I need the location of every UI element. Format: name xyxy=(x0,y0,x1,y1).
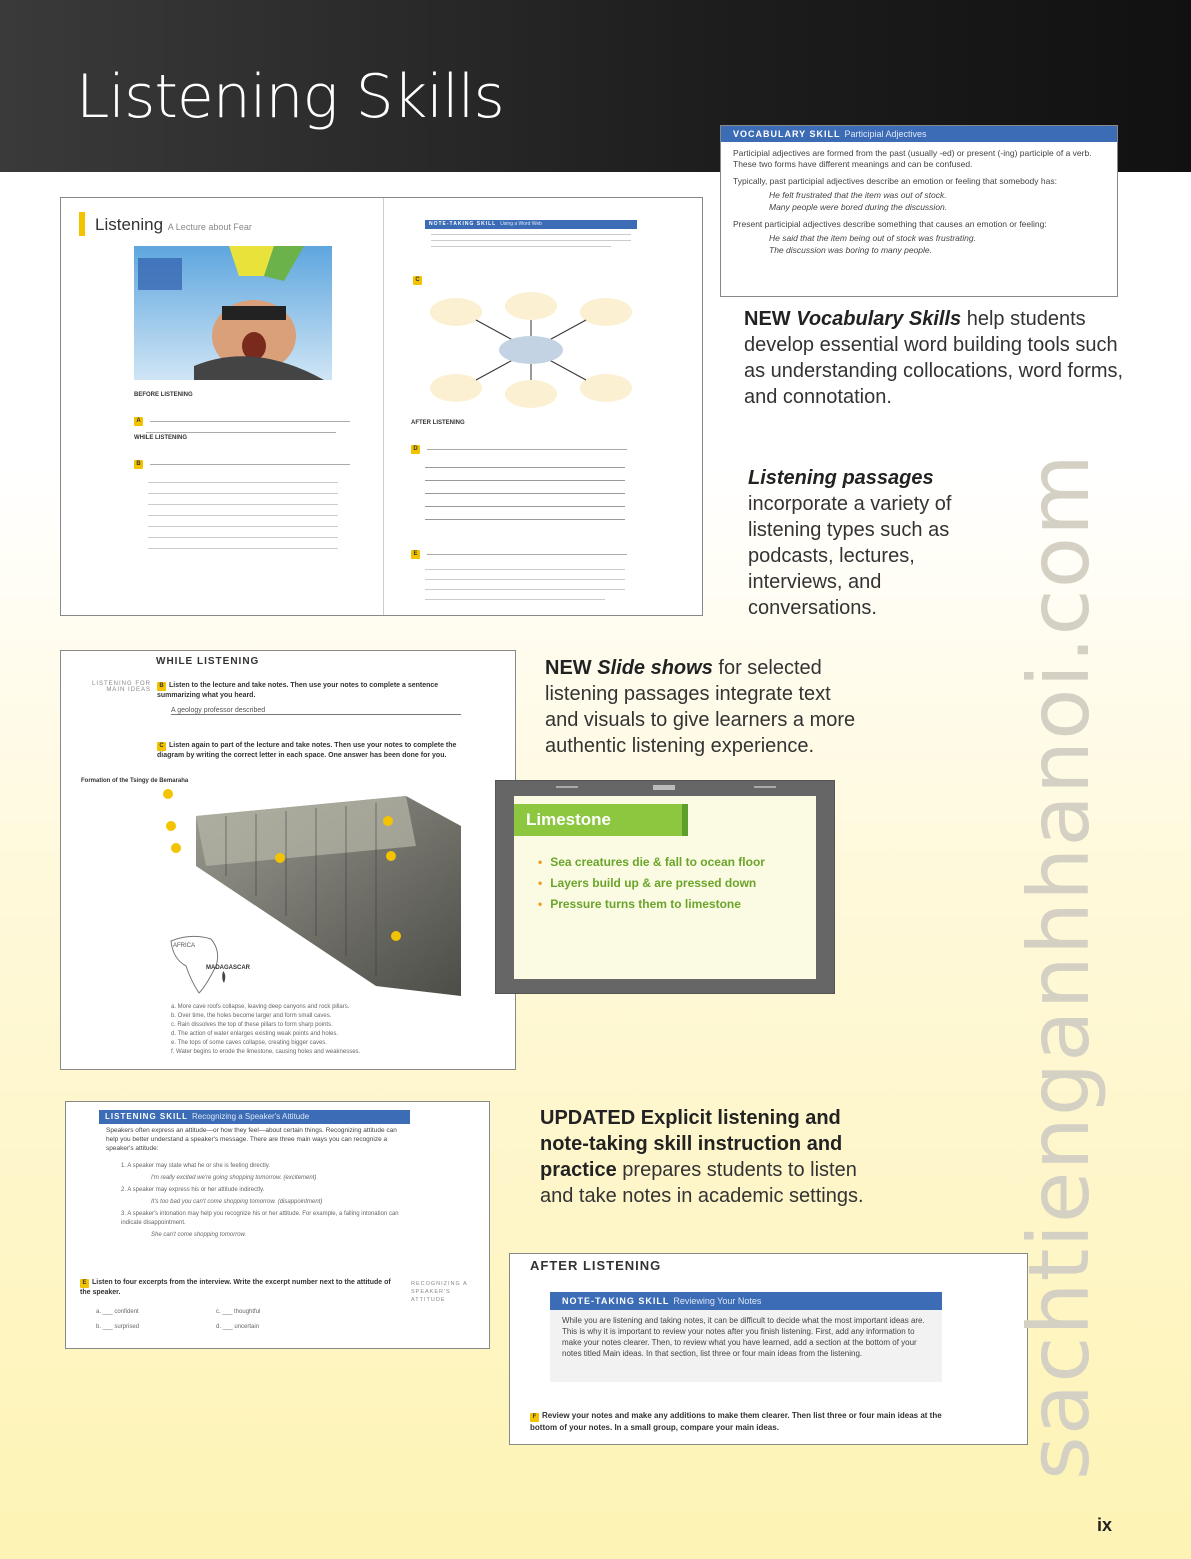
vocab-callout xyxy=(744,306,1134,410)
slides-callout-new: NEW xyxy=(545,657,592,679)
slide-toolbar-mark xyxy=(556,786,578,788)
diagram-options xyxy=(171,1003,511,1057)
passages-callout xyxy=(748,465,968,621)
slide-bullet: • Sea creatures die & fall to ocean floor xyxy=(538,852,765,873)
diagram-option: f. Water begins to erode the limestone, causing holes and weaknesses. xyxy=(171,1049,361,1055)
listening-skill-item: 3. A speaker's intonation may help you recognize his or her attitude. For example, a falling intonation can indicate disappointment. xyxy=(121,1211,399,1226)
vocab-callout-new: NEW xyxy=(744,308,791,330)
spread-note-text xyxy=(431,234,631,247)
exercise-badge: A xyxy=(134,417,143,426)
slide-show-preview xyxy=(495,780,835,994)
spread-heading xyxy=(95,215,252,235)
madagascar-label: MADAGASCAR xyxy=(206,965,250,971)
vocab-callout-text: help students develop essential word building tools such as understanding collocations, word forms, and connotation. xyxy=(744,308,1124,408)
after-listening-panel xyxy=(509,1253,1028,1445)
watermark: sachtienganhhanoi.com xyxy=(1010,453,1108,1480)
attitude-option: d. ___ uncertain xyxy=(216,1324,260,1330)
vocabulary-skill-label: VOCABULARY SKILL xyxy=(733,129,841,139)
diagram-option: a. More cave roofs collapse, leaving deep canyons and rock pillars. xyxy=(171,1004,350,1010)
listening-skill-panel xyxy=(65,1101,490,1349)
exercise-badge: B xyxy=(134,460,143,469)
exercise-badge: D xyxy=(411,445,420,454)
listening-skill-example: I'm really excited we're going shopping tomorrow. (excitement) xyxy=(151,1175,317,1181)
exercise-badge: C xyxy=(413,276,422,285)
slide-toolbar-mark xyxy=(653,785,675,790)
diagram-option: d. The action of water enlarges existing weak points and holes. xyxy=(171,1031,338,1037)
exercise-e xyxy=(80,1278,400,1297)
exercise-badge: E xyxy=(80,1279,89,1288)
exercise-f xyxy=(530,1410,950,1433)
listening-skill-bar xyxy=(99,1110,410,1124)
passages-callout-text: incorporate a variety of listening types such as podcasts, lectures, interviews, and conversations. xyxy=(748,493,952,619)
attitude-option: c. ___ thoughtful xyxy=(216,1309,261,1315)
vocab-callout-bold: Vocabulary Skills xyxy=(796,308,962,330)
diagram-option: c. Rain dissolves the top of these pillars to form sharp points. xyxy=(171,1022,333,1028)
listening-skill-intro: Speakers often express an attitude—or how they feel—about certain things. Recognizing attitude can help you better understand a speaker's message. There are three main ways you can recognize a speaker's attitude: xyxy=(106,1127,397,1152)
vocabulary-skill-box xyxy=(720,125,1118,297)
listening-skill-item: 1. A speaker may state what he or she is feeling directly. xyxy=(121,1163,270,1169)
spread-heading-text: Listening xyxy=(95,215,164,234)
skydiver-photo xyxy=(134,246,332,380)
listening-skill-subtitle: Recognizing a Speaker's Attitude xyxy=(192,1112,310,1121)
note-taking-box xyxy=(550,1292,942,1382)
spread-note-subtitle: Using a Word Web xyxy=(500,221,542,227)
vocab-example: The discussion was boring to many people. xyxy=(769,245,933,255)
slide-title: Limestone xyxy=(514,804,682,836)
exercise-c xyxy=(157,741,457,760)
slide-bullet: • Layers build up & are pressed down xyxy=(538,873,765,894)
diagram-option: b. Over time, the holes become larger and form small caves. xyxy=(171,1013,332,1019)
diagram-option: e. The tops of some caves collapse, creating bigger caves. xyxy=(171,1040,327,1046)
vocabulary-skill-bar xyxy=(721,126,1117,142)
exercise-badge: B xyxy=(157,682,166,691)
while-listening-panel xyxy=(60,650,516,1070)
attitude-side-label: RECOGNIZING A SPEAKER'S ATTITUDE xyxy=(411,1281,468,1303)
while-exercise xyxy=(134,452,354,549)
vocab-example: He said that the item being out of stock was frustrating. xyxy=(769,233,976,243)
vocabulary-skill-subtitle: Participial Adjectives xyxy=(844,129,927,139)
vocab-example: Many people were bored during the discussion. xyxy=(769,202,948,212)
spread-gutter xyxy=(383,198,384,615)
slides-callout-text: for selected listening passages integrate text and visuals to give learners a more authentic listening experience. xyxy=(545,657,856,757)
exercise-badge: C xyxy=(157,742,166,751)
exercise-c-text: Listen again to part of the lecture and take notes. Then use your notes to complete the diagram by writing the correct letter in each space. One answer has been done for you. xyxy=(157,742,457,759)
slide-canvas xyxy=(514,796,816,979)
slide-toolbar-mark xyxy=(754,786,776,788)
note-taking-body: While you are listening and taking notes, it can be difficult to decide what the most important ideas are. This is why it is important to review your notes after you finish listening. First, add any information to make your notes clearer. Then, to review what you have learned, add a section at the bottom of your notes titled Main ideas. In that section, list three or four main ideas from the listening. xyxy=(562,1316,925,1358)
after-listening-title: AFTER LISTENING xyxy=(530,1258,662,1273)
page-title: Listening Skills xyxy=(76,62,504,132)
before-exercise xyxy=(134,409,354,433)
listening-spread-thumbnail xyxy=(60,197,703,616)
before-listening-heading: BEFORE LISTENING xyxy=(134,392,193,398)
updated-callout-bold: UPDATED Explicit listening and note-taking skill instruction and practice xyxy=(540,1107,843,1181)
spread-note-label: NOTE-TAKING SKILL xyxy=(429,221,497,227)
spread-heading-sub: A Lecture about Fear xyxy=(167,222,252,232)
listening-skill-list xyxy=(121,1162,401,1240)
page-number: ix xyxy=(1097,1515,1113,1535)
listening-skill-label: LISTENING SKILL xyxy=(105,1112,188,1121)
spread-exercise-c xyxy=(413,268,425,286)
listening-skill-item: 2. A speaker may express his or her attitude indirectly. xyxy=(121,1187,265,1193)
slides-callout-bold: Slide shows xyxy=(597,657,713,679)
exercise-f-text: Review your notes and make any additions to make them clearer. Then list three or four main ideas at the bottom of your notes. In a small group, compare your main ideas. xyxy=(530,1411,942,1432)
exercise-badge: E xyxy=(411,550,420,559)
africa-label: AFRICA xyxy=(173,943,196,949)
spread-after-exercise xyxy=(411,437,631,520)
updated-callout-text: prepares students to listen and take notes in academic settings. xyxy=(540,1159,864,1207)
updated-callout xyxy=(540,1105,870,1209)
slide-bullets xyxy=(538,852,765,915)
slide-bullet: • Pressure turns them to limestone xyxy=(538,894,765,915)
spread-exercise-e xyxy=(411,542,631,600)
exercise-b-answer-line: A geology professor described xyxy=(171,707,461,715)
main-ideas-side-label: LISTENING FOR MAIN IDEAS xyxy=(91,681,151,693)
while-listening-title: WHILE LISTENING xyxy=(156,656,260,667)
while-listening-heading: WHILE LISTENING xyxy=(134,435,187,441)
attitude-option: b. ___ surprised xyxy=(96,1324,140,1330)
note-taking-subtitle: Reviewing Your Notes xyxy=(673,1296,762,1306)
figure-title: Formation of the Tsingy de Bemaraha xyxy=(81,778,189,784)
vocab-example: He felt frustrated that the item was out of stock. xyxy=(769,190,947,200)
exercise-badge: F xyxy=(530,1413,539,1422)
vocab-paragraph: Present participial adjectives describe something that causes an emotion or feeling: xyxy=(733,219,1047,229)
exercise-e-text: Listen to four excerpts from the interview. Write the excerpt number next to the attitude of the speaker. xyxy=(80,1279,391,1296)
slides-callout xyxy=(545,655,865,759)
word-web-diagram xyxy=(416,290,646,410)
passages-callout-bold: Listening passages xyxy=(748,467,934,489)
spread-after-heading: AFTER LISTENING xyxy=(411,420,465,426)
listening-skill-example: She can't come shopping tomorrow. xyxy=(151,1232,247,1238)
vocab-paragraph: Typically, past participial adjectives describe an emotion or feeling that somebody has: xyxy=(733,176,1057,186)
attitude-option: a. ___ confident xyxy=(96,1309,139,1315)
vocab-paragraph: Participial adjectives are formed from the past (usually -ed) or present (-ing) participle of a verb. These two forms have different meanings and can be confused. xyxy=(733,148,1092,169)
note-taking-label: NOTE-TAKING SKILL xyxy=(562,1296,670,1306)
exercise-b-text: Listen to the lecture and take notes. Then use your notes to complete a sentence summarizing what you heard. xyxy=(157,682,439,699)
note-taking-bar xyxy=(550,1292,942,1310)
listening-skill-example: It's too bad you can't come shopping tomorrow. (disappointment) xyxy=(151,1199,323,1205)
exercise-b xyxy=(157,681,461,700)
spread-note-bar xyxy=(425,220,637,229)
section-marker xyxy=(79,212,85,236)
